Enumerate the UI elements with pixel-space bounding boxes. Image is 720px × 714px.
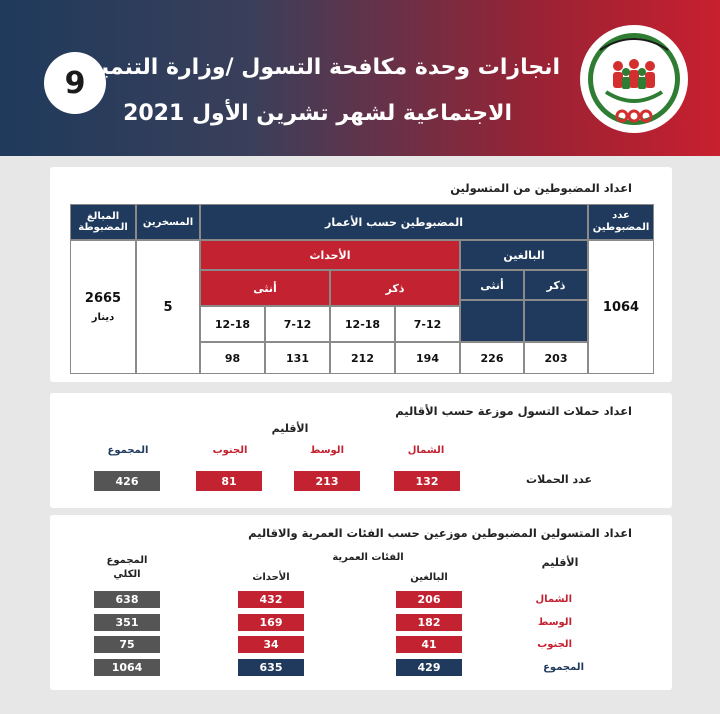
row-total-adults: 429 [396,659,462,676]
section2-title: اعداد حملات التسول موزعة حسب الأقاليم [395,404,632,418]
adult-male-header: ذكر [524,270,588,300]
col-adults: البالغين [410,572,448,583]
row-north-label: الشمال [535,594,572,605]
col-total: المجموع [107,445,149,456]
section3-title: اعداد المتسولين المضبوطين موزعين حسب الفئات العمرية والاقاليم [248,526,632,540]
row-center-adults: 182 [396,614,462,631]
section3-region-header: الأقليم [541,556,579,569]
juv-female-12-18-value: 98 [200,342,265,374]
row-south-label: الجنوب [537,639,572,650]
row-total-label: المجموع [543,662,584,673]
adult-female-header: أنثى [460,270,524,300]
adult-female-spacer [460,300,524,342]
juv-male-12-18-value: 212 [330,342,395,374]
header-by-age: المضبوطين حسب الأعمار [200,204,588,240]
header-caught-count: عدد المضبوطين [588,204,654,240]
row-north-total: 638 [94,591,160,608]
row-south-juveniles: 34 [238,636,304,653]
age-groups-header: الفئات العمرية [332,552,404,563]
campaigns-row-label: عدد الحملات [526,473,592,486]
header-seized-amounts: المبالغ المضبوطة [70,204,136,240]
header-adults: البالغين [460,240,588,270]
section2-region-header: الأقليم [271,422,309,435]
juv-male-7-12-value: 194 [395,342,460,374]
juv-female-7-12-header: 7-12 [265,306,330,342]
row-center-juveniles: 169 [238,614,304,631]
header-repeat-offenders: المسخرين [136,204,200,240]
adult-male-value: 203 [524,342,588,374]
row-total-juveniles: 635 [238,659,304,676]
row-north-adults: 206 [396,591,462,608]
row-center-label: الوسط [538,617,572,628]
juvenile-female-header: أنثى [200,270,330,306]
page-title-line2: الاجتماعية لشهر تشرين الأول 2021 [123,101,512,126]
campaigns-center-value: 213 [294,471,360,491]
row-south-adults: 41 [396,636,462,653]
row-north-juveniles: 432 [238,591,304,608]
campaigns-north-value: 132 [394,471,460,491]
juv-male-7-12-header: 7-12 [395,306,460,342]
juv-male-12-18-header: 12-18 [330,306,395,342]
campaigns-total-value: 426 [94,471,160,491]
col-center: الوسط [310,445,344,456]
campaigns-south-value: 81 [196,471,262,491]
amount-value: 2665 دينار [70,240,136,374]
row-center-total: 351 [94,614,160,631]
header-juveniles: الأحداث [200,240,460,270]
section1-title: اعداد المضبوطين من المتسولين [450,181,632,195]
page-number-badge: 9 [44,52,106,114]
col-north: الشمال [407,445,445,456]
row-south-total: 75 [94,636,160,653]
page-title-line1: انجازات وحدة مكافحة التسول /وزارة التنمية [87,55,560,80]
col-south: الجنوب [212,445,248,456]
adult-male-spacer [524,300,588,342]
adult-female-value: 226 [460,342,524,374]
col-juveniles: الأحداث [252,572,290,583]
juv-female-7-12-value: 131 [265,342,330,374]
ministry-logo-icon [578,20,690,138]
repeat-value: 5 [136,240,200,374]
caught-total-value: 1064 [588,240,654,374]
juvenile-male-header: ذكر [330,270,460,306]
col-grand-total: المجموع الكلي [106,555,148,580]
juv-female-12-18-header: 12-18 [200,306,265,342]
row-total-total: 1064 [94,659,160,676]
